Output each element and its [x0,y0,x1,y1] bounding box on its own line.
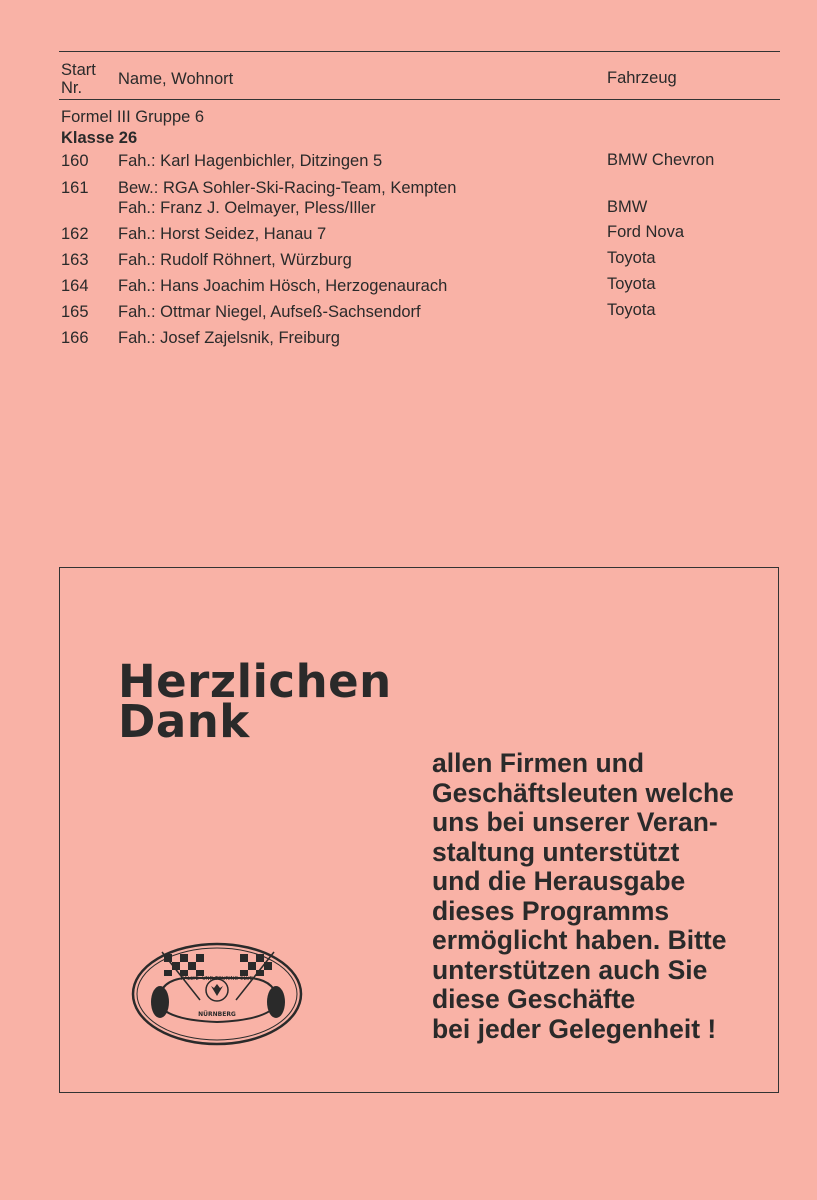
svg-text:NÜRNBERG: NÜRNBERG [198,1011,236,1018]
thanks-title-line1: Herzlichen [118,655,392,708]
header-start-nr-text: Start Nr. [61,61,96,97]
thanks-title-line2: Dank [118,695,250,748]
entry-line: Fah.: Hans Joachim Hösch, Herzogenaurach [118,277,448,295]
svg-text:RALLYE- UND TOURING-CLUB: RALLYE- UND TOURING-CLUB [180,976,254,982]
section-formel: Formel III Gruppe 6 [61,108,205,126]
thanks-body-line: diese Geschäfte [432,984,636,1014]
entry-line: Fah.: Horst Seidez, Hanau 7 [118,225,327,243]
thanks-body-line: dieses Programms [432,895,670,926]
entry-number: 164 [61,277,89,295]
thanks-body-line: staltung unterstützt [432,836,680,867]
entry-number: 165 [61,303,89,321]
entry-vehicle: BMW [607,198,648,216]
entry-vehicle: BMW Chevron [607,151,715,169]
entry-line: Fah.: Rudolf Röhnert, Würzburg [118,251,352,269]
section-klasse: Klasse 26 [61,129,138,147]
thanks-body-line: ermöglicht haben. Bitte [432,925,727,955]
entry-line: Fah.: Karl Hagenbichler, Ditzingen 5 [118,152,383,170]
thanks-body-line: und die Herausgabe [432,866,686,896]
thanks-body [432,749,772,1044]
header-name-wohnort: Name, Wohnort [118,70,234,88]
header-top-rule [59,51,780,52]
entry-number: 162 [61,225,89,243]
header-fahrzeug: Fahrzeug [607,69,677,87]
thanks-body-line: Geschäftsleuten welche [432,777,734,808]
entry-line: Bew.: RGA Sohler-Ski-Racing-Team, Kempten [118,179,457,197]
entry-line: Fah.: Ottmar Niegel, Aufseß-Sachsendorf [118,303,421,321]
entry-vehicle: Toyota [607,275,656,293]
thanks-title [118,655,392,748]
entry-line: Fah.: Franz J. Oelmayer, Pless/Iller [118,199,376,217]
entry-line: Fah.: Josef Zajelsnik, Freiburg [118,329,340,347]
thanks-body-line: bei jeder Gelegenheit ! [432,1013,717,1044]
club-logo-icon [130,940,304,1048]
entry-number: 166 [61,329,89,347]
entry-number: 163 [61,251,89,269]
entry-vehicle: Toyota [607,249,656,267]
thanks-body-line: allen Firmen und [432,748,645,778]
entry-vehicle: Ford Nova [607,223,685,241]
entry-number: 160 [61,152,89,170]
header-start-nr [61,61,96,97]
thanks-body-line: unterstützen auch Sie [432,954,708,985]
entry-number: 161 [61,179,89,197]
header-bottom-rule [59,99,780,100]
thanks-body-line: uns bei unserer Veran- [432,807,718,837]
entry-vehicle: Toyota [607,301,656,319]
